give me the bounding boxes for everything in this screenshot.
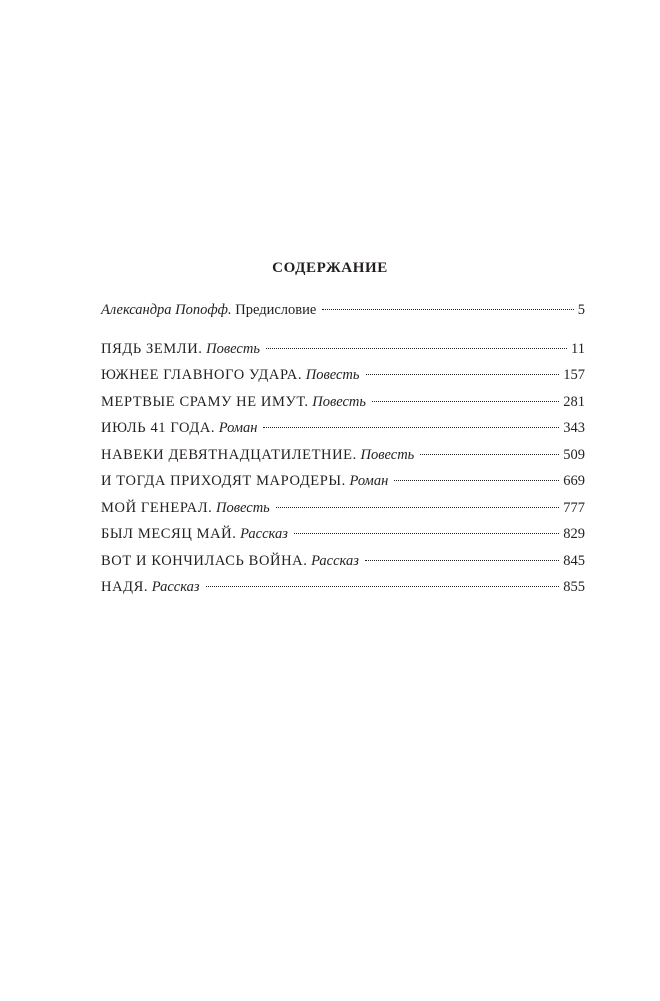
toc-entries-list (101, 341, 585, 606)
dot-leader (266, 348, 567, 349)
dot-leader (366, 374, 560, 375)
entry-title: ЮЖНЕЕ ГЛАВНОГО УДАРА. (101, 367, 303, 383)
toc-entry-preface (101, 302, 585, 329)
toc-entry (101, 447, 585, 474)
page-number: 343 (563, 420, 585, 436)
entry-genre: Повесть (216, 499, 270, 516)
toc-entry-text (101, 526, 288, 543)
toc-entry-text (101, 367, 360, 384)
entry-genre: Рассказ (151, 579, 200, 595)
entry-genre: Повесть (305, 367, 360, 383)
entry-title: НАДЯ. (101, 579, 149, 595)
page-number: 509 (563, 446, 585, 463)
toc-entry (101, 579, 585, 606)
entry-genre: Рассказ (311, 552, 359, 569)
page-number: 157 (563, 367, 585, 383)
dot-leader (365, 560, 559, 561)
toc-entry-text (101, 553, 359, 570)
entry-genre: Повесть (360, 446, 415, 463)
page-number: 845 (563, 552, 585, 569)
dot-leader (394, 480, 559, 481)
entry-genre: Роман (218, 420, 258, 436)
toc-entry-text (101, 447, 414, 464)
dot-leader (263, 427, 559, 428)
toc-entry (101, 500, 585, 527)
toc-entry (101, 473, 585, 500)
dot-leader (420, 454, 559, 455)
toc-entry (101, 394, 585, 421)
preface-label: Предисловие (235, 302, 317, 318)
toc-entry-text (101, 579, 200, 596)
dot-leader (294, 533, 559, 534)
preface-author: Александра Попофф. (101, 302, 232, 318)
entry-genre: Повесть (312, 393, 367, 410)
entry-genre: Повесть (206, 340, 260, 357)
page-number: 5 (577, 302, 585, 318)
dot-leader (206, 586, 560, 587)
entry-title: ПЯДЬ ЗЕМЛИ. (101, 340, 203, 357)
toc-entry (101, 526, 585, 553)
page-title: СОДЕРЖАНИЕ (272, 260, 388, 276)
entry-title: ИЮЛЬ 41 ГОДА. (101, 420, 216, 436)
entry-title: МЕРТВЫЕ СРАМУ НЕ ИМУТ. (101, 393, 309, 410)
dot-leader (372, 401, 559, 402)
entry-genre: Рассказ (240, 526, 288, 542)
toc-entry-text (101, 500, 270, 517)
toc-entry-text (101, 341, 260, 358)
entry-title: И ТОГДА ПРИХОДЯТ МАРОДЕРЫ. (101, 473, 346, 489)
toc-entry (101, 420, 585, 447)
page-number: 11 (571, 340, 585, 357)
entry-title: НАВЕКИ ДЕВЯТНАДЦАТИЛЕТНИЕ. (101, 446, 357, 463)
dot-leader (322, 309, 573, 310)
table-of-contents (101, 302, 585, 606)
page-number: 281 (563, 393, 585, 410)
page-number: 669 (563, 473, 585, 489)
toc-entry (101, 553, 585, 580)
page-number: 829 (563, 526, 585, 542)
toc-entry-text (101, 420, 257, 437)
page-number: 777 (563, 499, 585, 516)
entry-title: МОЙ ГЕНЕРАЛ. (101, 499, 213, 516)
toc-entry-text (101, 473, 388, 490)
toc-entry (101, 367, 585, 394)
entry-title: ВОТ И КОНЧИЛАСЬ ВОЙНА. (101, 552, 308, 569)
toc-entry-text (101, 394, 366, 411)
entry-title: БЫЛ МЕСЯЦ МАЙ. (101, 526, 237, 542)
toc-entry (101, 341, 585, 368)
dot-leader (276, 507, 559, 508)
entry-genre: Роман (349, 473, 389, 489)
page-number: 855 (563, 579, 585, 595)
toc-entry-text (101, 302, 316, 319)
